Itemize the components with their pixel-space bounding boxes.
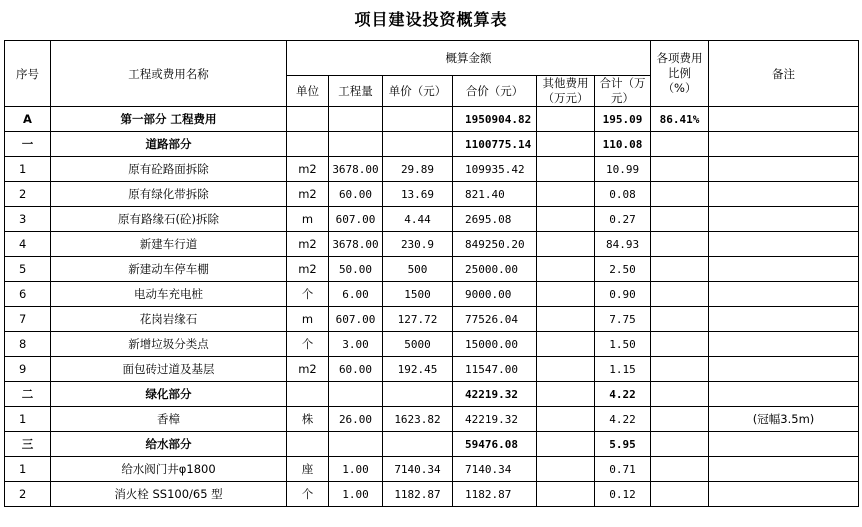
cell-ratio [651,432,709,457]
cell-total-yuan: 42219.32 [453,407,537,432]
cell-seq: 3 [5,207,51,232]
cell-seq: A [5,107,51,132]
cell-name: 原有绿化带拆除 [51,182,287,207]
cell-unit: 株 [287,407,329,432]
investment-estimate-table [4,40,859,507]
cell-unit-price: 5000 [383,332,453,357]
cell-unit: m [287,307,329,332]
cell-total-wan: 110.08 [595,132,651,157]
cell-seq: 8 [5,332,51,357]
cell-total-wan: 2.50 [595,257,651,282]
table-row [5,382,859,407]
cell-total-yuan: 109935.42 [453,157,537,182]
table-row [5,232,859,257]
cell-total-wan: 0.08 [595,182,651,207]
cell-name: 香樟 [51,407,287,432]
cell-unit [287,382,329,407]
cell-total-yuan: 849250.20 [453,232,537,257]
cell-seq: 2 [5,182,51,207]
cell-name: 新建车行道 [51,232,287,257]
cell-total-yuan: 9000.00 [453,282,537,307]
cell-unit-price: 500 [383,257,453,282]
table-row [5,407,859,432]
cell-other-fees [537,407,595,432]
cell-total-yuan: 25000.00 [453,257,537,282]
cell-name: 绿化部分 [51,382,287,407]
cell-other-fees [537,357,595,382]
cell-total-yuan: 77526.04 [453,307,537,332]
header-name: 工程或费用名称 [51,41,287,107]
cell-unit: m2 [287,257,329,282]
cell-unit-price: 13.69 [383,182,453,207]
cell-ratio [651,207,709,232]
cell-name: 原有路缘石(砼)拆除 [51,207,287,232]
cell-ratio [651,182,709,207]
cell-ratio [651,157,709,182]
cell-remarks [709,382,859,407]
header-estimate: 概算金额 [287,41,651,76]
cell-total-yuan: 2695.08 [453,207,537,232]
header-seq: 序号 [5,41,51,107]
cell-quantity: 1.00 [329,457,383,482]
cell-remarks [709,457,859,482]
cell-other-fees [537,257,595,282]
cell-total-yuan: 1182.87 [453,482,537,507]
cell-name: 原有砼路面拆除 [51,157,287,182]
cell-other-fees [537,432,595,457]
cell-total-wan: 4.22 [595,407,651,432]
cell-remarks [709,132,859,157]
table-row [5,107,859,132]
cell-total-wan: 195.09 [595,107,651,132]
header-total-wan: 合计（万元） [595,76,651,107]
cell-total-wan: 84.93 [595,232,651,257]
cell-remarks [709,107,859,132]
cell-remarks [709,232,859,257]
cell-unit-price [383,107,453,132]
cell-unit-price: 29.89 [383,157,453,182]
cell-name: 道路部分 [51,132,287,157]
cell-quantity: 607.00 [329,207,383,232]
cell-unit-price: 4.44 [383,207,453,232]
cell-quantity: 3678.00 [329,157,383,182]
cell-seq: 1 [5,457,51,482]
cell-remarks: (冠幅3.5m) [709,407,859,432]
cell-name: 电动车充电桩 [51,282,287,307]
table-row [5,307,859,332]
table-row [5,357,859,382]
cell-ratio [651,232,709,257]
cell-remarks [709,332,859,357]
cell-other-fees [537,332,595,357]
cell-total-wan: 0.90 [595,282,651,307]
header-total-yuan: 合价（元） [453,76,537,107]
header-other-fees: 其他费用（万元） [537,76,595,107]
cell-unit: 座 [287,457,329,482]
cell-quantity: 60.00 [329,357,383,382]
cell-ratio [651,382,709,407]
cell-total-wan: 1.50 [595,332,651,357]
cell-total-yuan: 42219.32 [453,382,537,407]
cell-name: 给水阀门井φ1800 [51,457,287,482]
cell-unit [287,132,329,157]
table-row [5,182,859,207]
header-quantity: 工程量 [329,76,383,107]
cell-quantity: 607.00 [329,307,383,332]
cell-quantity: 3678.00 [329,232,383,257]
page-title: 项目建设投资概算表 [354,10,508,29]
cell-unit-price: 1182.87 [383,482,453,507]
cell-total-wan: 5.95 [595,432,651,457]
cell-ratio [651,257,709,282]
cell-name: 新增垃圾分类点 [51,332,287,357]
cell-quantity [329,382,383,407]
cell-total-wan: 0.12 [595,482,651,507]
cell-other-fees [537,157,595,182]
cell-total-yuan: 11547.00 [453,357,537,382]
cell-ratio [651,132,709,157]
cell-unit-price [383,382,453,407]
cell-remarks [709,282,859,307]
cell-seq: 1 [5,157,51,182]
cell-name: 第一部分 工程费用 [51,107,287,132]
header-remarks: 备注 [709,41,859,107]
table-row [5,457,859,482]
cell-quantity [329,132,383,157]
cell-other-fees [537,282,595,307]
table-row [5,132,859,157]
cell-seq: 一 [5,132,51,157]
cell-ratio [651,357,709,382]
cell-total-wan: 0.27 [595,207,651,232]
cell-unit-price: 7140.34 [383,457,453,482]
cell-remarks [709,357,859,382]
cell-total-yuan: 7140.34 [453,457,537,482]
cell-quantity: 3.00 [329,332,383,357]
cell-unit-price: 1500 [383,282,453,307]
table-row [5,282,859,307]
cell-name: 给水部分 [51,432,287,457]
cell-total-yuan: 1950904.82 [453,107,537,132]
cell-other-fees [537,132,595,157]
cell-quantity: 1.00 [329,482,383,507]
cell-total-yuan: 59476.08 [453,432,537,457]
header-unit-price: 单价（元） [383,76,453,107]
cell-quantity: 26.00 [329,407,383,432]
cell-total-wan: 1.15 [595,357,651,382]
cell-total-wan: 4.22 [595,382,651,407]
table-row [5,157,859,182]
cell-other-fees [537,207,595,232]
cell-unit: m2 [287,157,329,182]
cell-total-wan: 0.71 [595,457,651,482]
cell-remarks [709,207,859,232]
cell-unit-price [383,132,453,157]
cell-unit [287,432,329,457]
cell-remarks [709,257,859,282]
cell-total-yuan: 1100775.14 [453,132,537,157]
cell-seq: 二 [5,382,51,407]
cell-ratio [651,332,709,357]
cell-unit: 个 [287,332,329,357]
cell-other-fees [537,482,595,507]
cell-seq: 4 [5,232,51,257]
table-row [5,482,859,507]
cell-remarks [709,307,859,332]
cell-name: 花岗岩缘石 [51,307,287,332]
cell-ratio [651,407,709,432]
cell-seq: 7 [5,307,51,332]
cell-remarks [709,482,859,507]
cell-unit-price: 1623.82 [383,407,453,432]
cell-quantity [329,432,383,457]
cell-unit-price: 192.45 [383,357,453,382]
header-ratio: 各项费用比例（%） [651,41,709,107]
cell-other-fees [537,107,595,132]
cell-ratio [651,282,709,307]
cell-unit-price: 127.72 [383,307,453,332]
table-row [5,257,859,282]
cell-other-fees [537,457,595,482]
cell-seq: 6 [5,282,51,307]
cell-remarks [709,157,859,182]
cell-name: 新建动车停车棚 [51,257,287,282]
cell-total-wan: 7.75 [595,307,651,332]
cell-name: 消火栓 SS100/65 型 [51,482,287,507]
cell-remarks [709,182,859,207]
cell-quantity: 6.00 [329,282,383,307]
cell-remarks [709,432,859,457]
cell-unit-price: 230.9 [383,232,453,257]
cell-ratio [651,482,709,507]
cell-unit: 个 [287,482,329,507]
cell-seq: 9 [5,357,51,382]
cell-unit: 个 [287,282,329,307]
cell-unit: m2 [287,357,329,382]
cell-ratio: 86.41% [651,107,709,132]
cell-other-fees [537,382,595,407]
table-row [5,432,859,457]
cell-seq: 5 [5,257,51,282]
cell-seq: 1 [5,407,51,432]
header-unit: 单位 [287,76,329,107]
cell-other-fees [537,232,595,257]
cell-ratio [651,457,709,482]
cell-other-fees [537,307,595,332]
cell-other-fees [537,182,595,207]
cell-quantity: 60.00 [329,182,383,207]
cell-total-yuan: 15000.00 [453,332,537,357]
cell-quantity [329,107,383,132]
cell-unit: m2 [287,232,329,257]
cell-unit-price [383,432,453,457]
table-row [5,207,859,232]
cell-seq: 2 [5,482,51,507]
cell-ratio [651,307,709,332]
cell-seq: 三 [5,432,51,457]
cell-unit: m [287,207,329,232]
cell-total-wan: 10.99 [595,157,651,182]
cell-total-yuan: 821.40 [453,182,537,207]
cell-unit: m2 [287,182,329,207]
cell-name: 面包砖过道及基层 [51,357,287,382]
cell-quantity: 50.00 [329,257,383,282]
cell-unit [287,107,329,132]
table-row [5,332,859,357]
